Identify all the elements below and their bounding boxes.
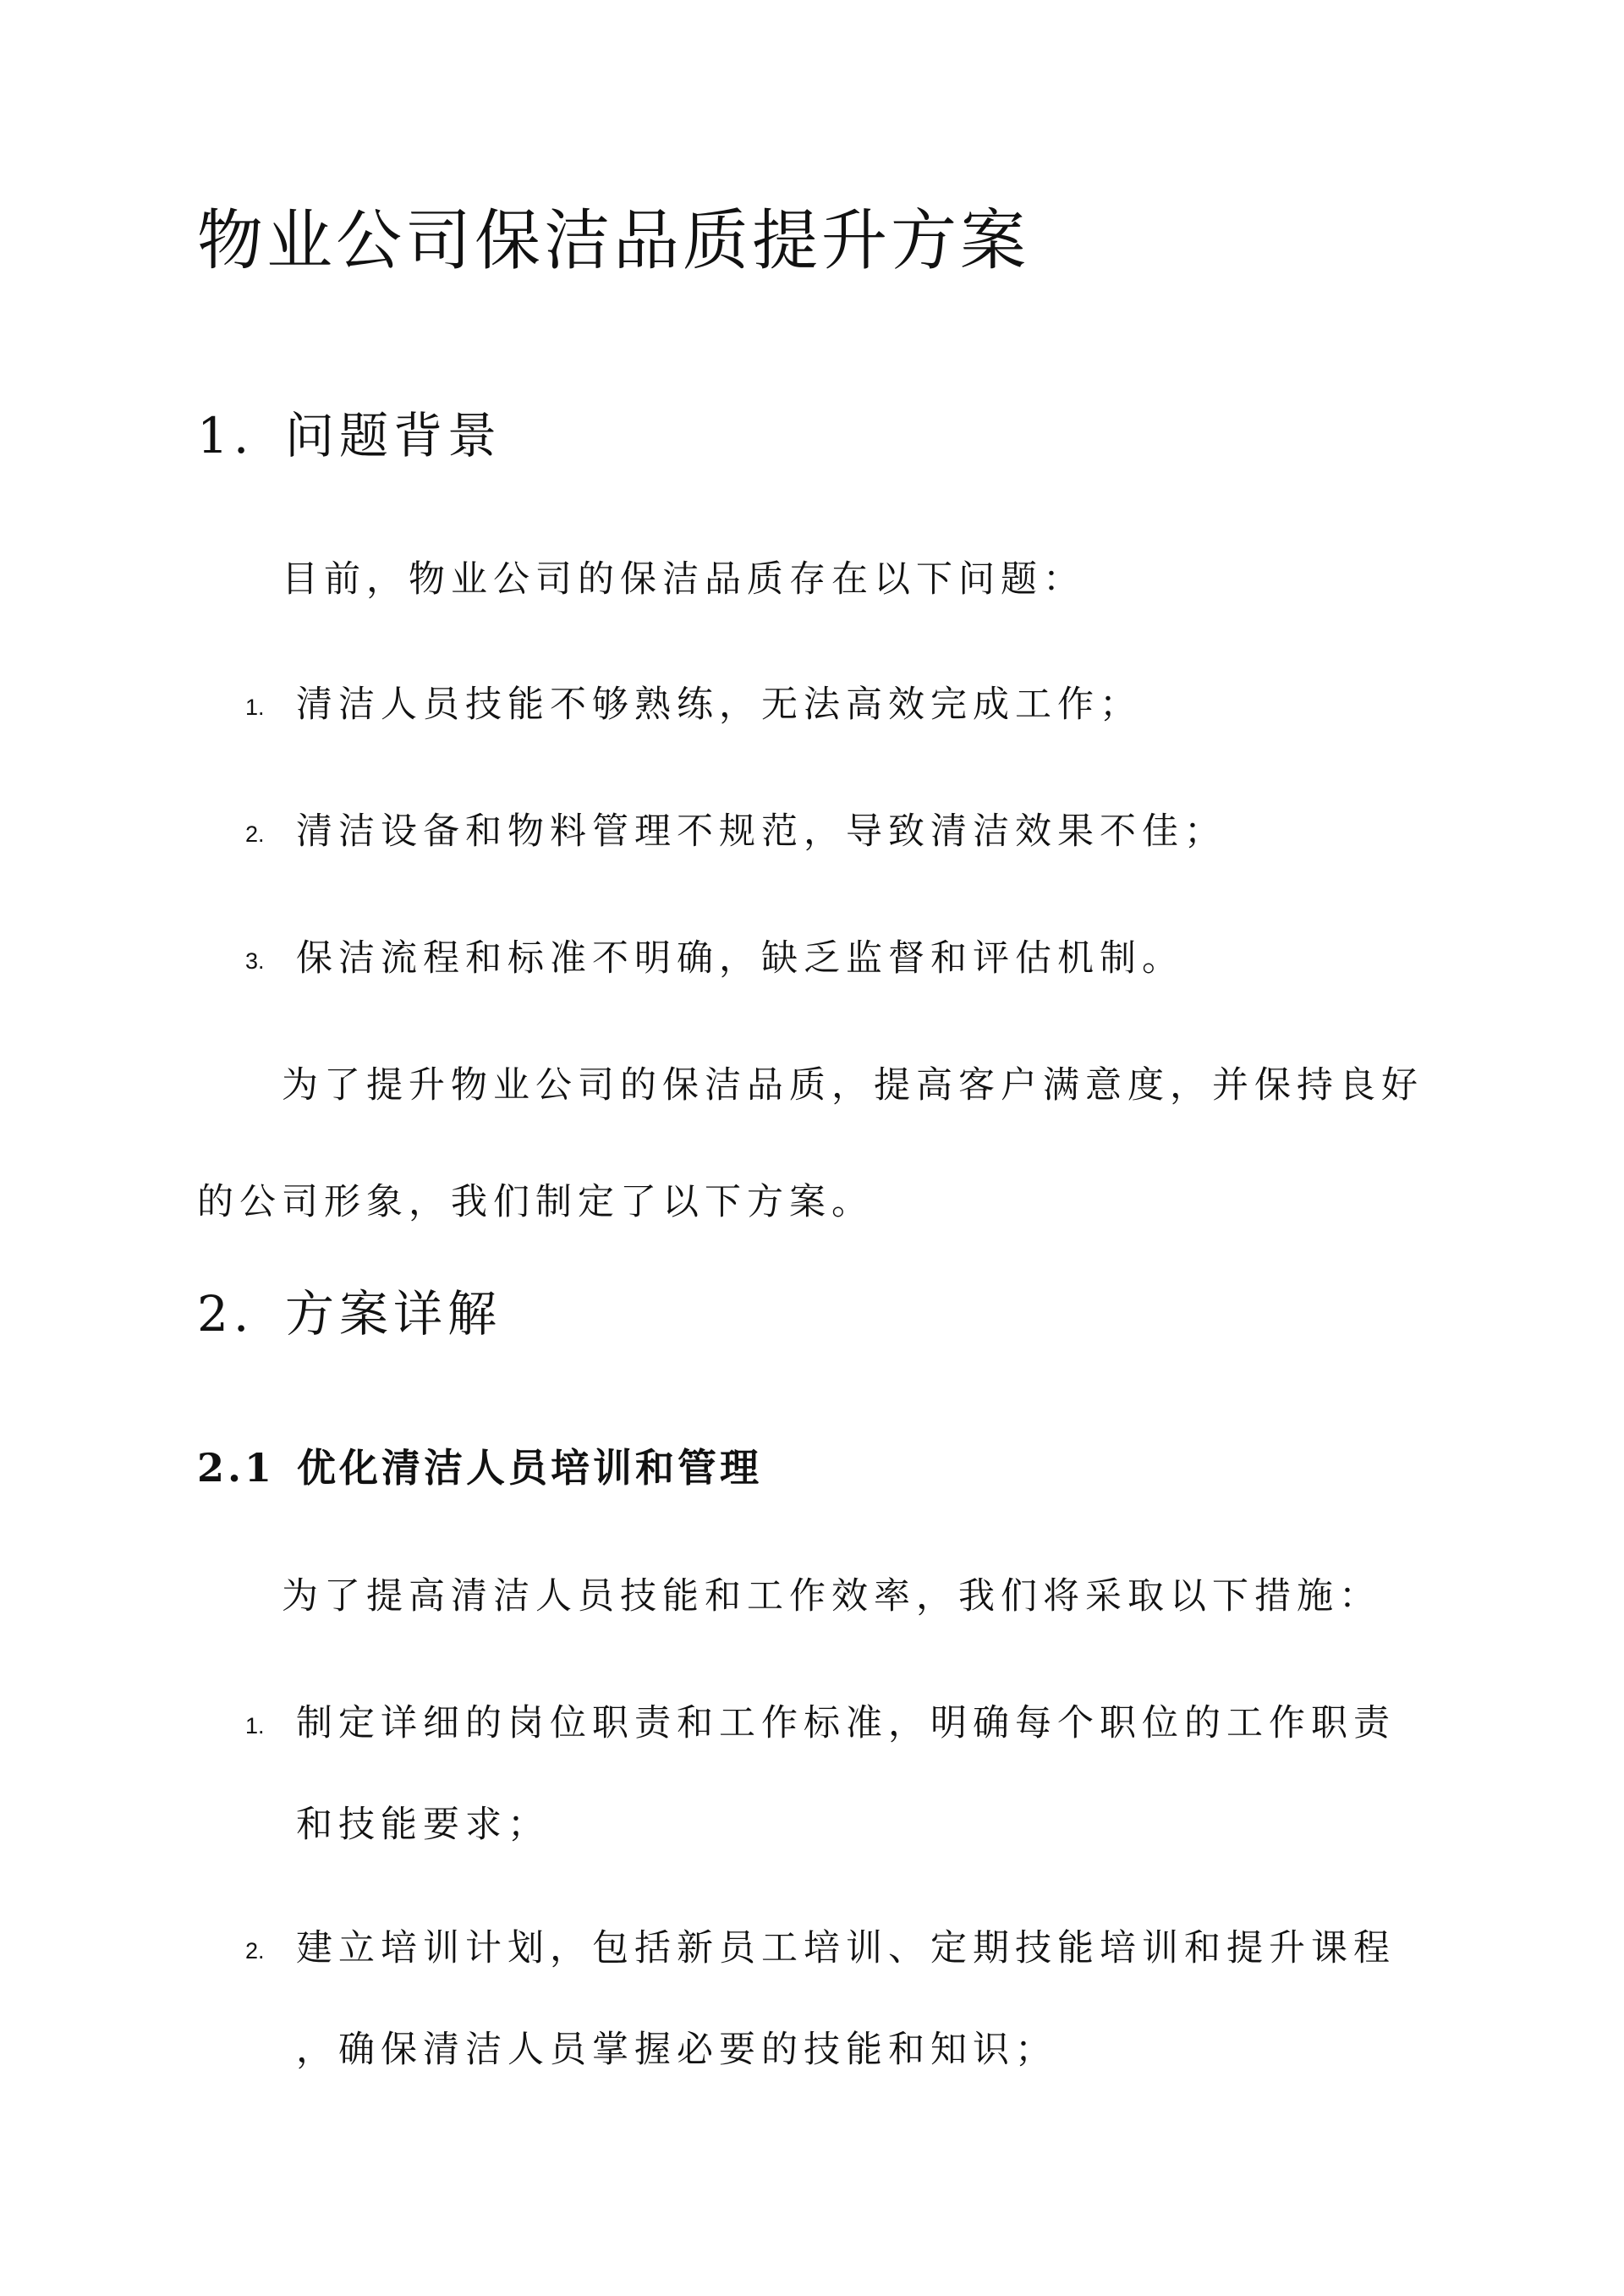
section-number: 2.: [197, 1285, 255, 1343]
section-title: 方案详解: [285, 1285, 502, 1343]
list-marker: 3.: [245, 948, 265, 974]
subsection-number: 2.1: [197, 1445, 276, 1491]
list-item-text: 保洁流程和标准不明确，缺乏监督和评估机制。: [296, 937, 1184, 980]
list-marker: 1.: [245, 1713, 265, 1738]
list-marker: 1.: [245, 695, 265, 720]
list-marker: 2.: [245, 1938, 265, 1964]
list-item: [245, 1925, 1396, 1974]
list-item: [245, 936, 1184, 984]
conclusion-paragraph-line-2: 的公司形象，我们制定了以下方案。: [197, 1181, 874, 1223]
subsection-title: 优化清洁人员培训和管理: [297, 1445, 762, 1491]
list-item-text: 清洁设备和物料管理不规范，导致清洁效果不佳；: [296, 810, 1226, 853]
list-item: [245, 809, 1226, 857]
list-marker: 2.: [245, 821, 265, 847]
section-number: 1.: [197, 407, 255, 464]
section-heading-background: [197, 406, 502, 465]
section-heading-plan: [197, 1284, 502, 1343]
conclusion-paragraph-line-1: 为了提升物业公司的保洁品质，提高客户满意度，并保持良好: [282, 1064, 1424, 1107]
list-item-text: 建立培训计划，包括新员工培训、定期技能培训和提升课程: [296, 1927, 1396, 1969]
list-item: [245, 1700, 1396, 1749]
section-intro-paragraph: 目前，物业公司的保洁品质存在以下问题：: [282, 558, 1085, 601]
subsection-heading: [197, 1444, 762, 1491]
subsection-intro-paragraph: 为了提高清洁人员技能和工作效率，我们将采取以下措施：: [282, 1575, 1381, 1618]
section-title: 问题背景: [285, 407, 502, 464]
document-title: 物业公司保洁品质提升方案: [197, 203, 1030, 279]
list-item-text: 制定详细的岗位职责和工作标准，明确每个职位的工作职责: [296, 1702, 1396, 1744]
list-item: [245, 682, 1142, 730]
list-item-continuation: ，确保清洁人员掌握必要的技能和知识；: [296, 2029, 1057, 2071]
list-item-continuation: 和技能要求；: [296, 1804, 550, 1846]
list-item-text: 清洁人员技能不够熟练，无法高效完成工作；: [296, 684, 1142, 726]
